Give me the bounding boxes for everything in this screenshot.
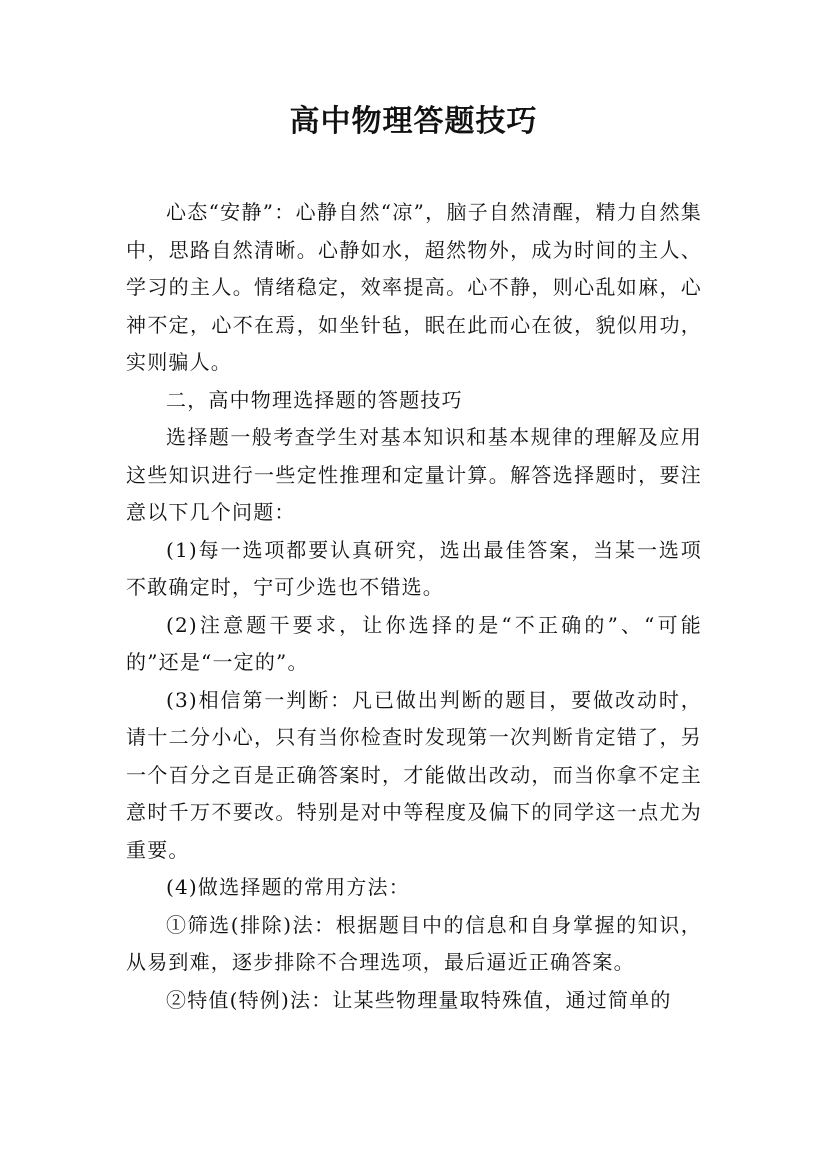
paragraph-method-elimination: ①筛选(排除)法：根据题目中的信息和自身掌握的知识，从易到难，逐步排除不合理选项，最后逼近正确答案。 — [126, 912, 702, 974]
section-heading-multiple-choice: 二，高中物理选择题的答题技巧 — [166, 387, 463, 412]
paragraph-tip-3: (3)相信第一判断：凡已做出判断的题目，要做改动时，请十二分小心，只有当你检查时发现第一次判断肯定错了，另一个百分之百是正确答案时，才能做出改动，而当你拿不定主意时千万不要改。特别是对中等程度及偏下的同学这一点尤为重要。 — [126, 687, 702, 862]
document-body — [126, 194, 702, 1019]
paragraph-choice-intro: 选择题一般考查学生对基本知识和基本规律的理解及应用这些知识进行一些定性推理和定量计算。解答选择题时，要注意以下几个问题： — [126, 425, 702, 524]
paragraph-tip-1: (1)每一选项都要认真研究，选出最佳答案，当某一选项不敢确定时，宁可少选也不错选。 — [126, 537, 702, 599]
paragraph-tip-2: (2)注意题干要求，让你选择的是“不正确的”、“可能的”还是“一定的”。 — [126, 612, 702, 674]
paragraph-tip-4: (4)做选择题的常用方法： — [166, 875, 410, 899]
document-title: 高中物理答题技巧 — [289, 104, 538, 139]
paragraph-method-special-value: ②特值(特例)法：让某些物理量取特殊值，通过简单的 — [166, 987, 672, 1012]
paragraph-mindset: 心态“安静”：心静自然“凉”，脑子自然清醒，精力自然集中，思路自然清晰。心静如水，超然物外，成为时间的主人、学习的主人。情绪稳定，效率提高。心不静，则心乱如麻，心神不定，心不在焉，如坐针毡，眠在此而心在彼，貌似用功，实则骗人。 — [126, 200, 702, 374]
